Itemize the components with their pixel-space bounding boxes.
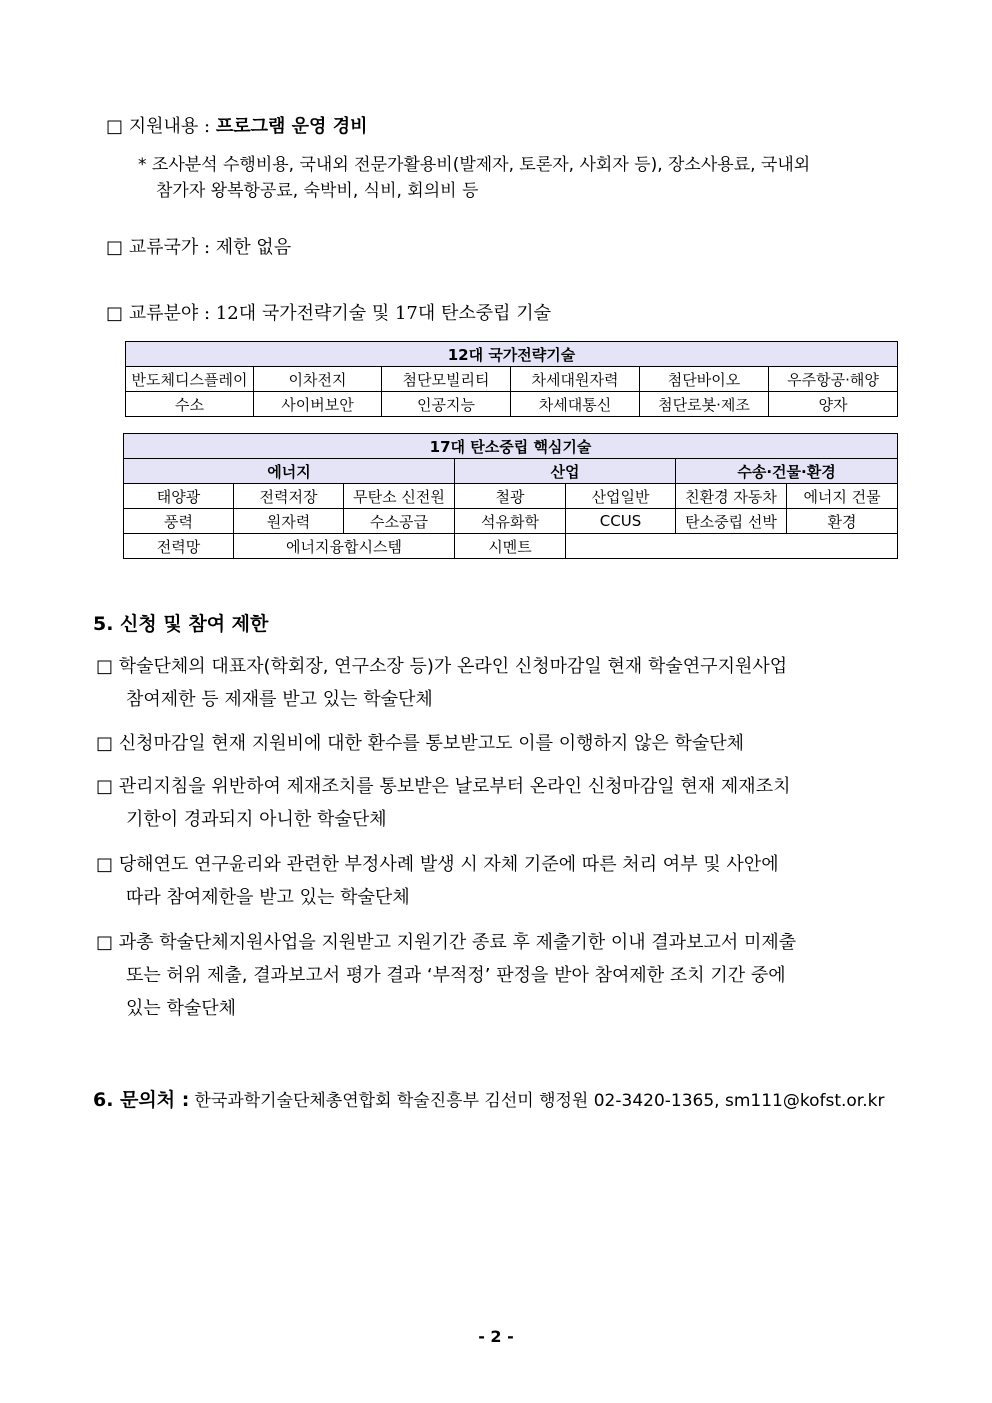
carbon-neutral-table — [123, 433, 898, 559]
restriction-item-3 — [96, 770, 896, 836]
table-cell: 에너지융합시스템 — [234, 534, 455, 559]
table-cell: 인공지능 — [382, 392, 511, 417]
table-cell: 태양광 — [124, 484, 234, 509]
table-row — [124, 484, 898, 509]
table-cell: 에너지 건물 — [787, 484, 898, 509]
table-cell: 탄소중립 선박 — [676, 509, 787, 534]
table-cell: 우주항공·해양 — [769, 367, 898, 392]
table-cell: 원자력 — [234, 509, 344, 534]
checkbox-icon: □ — [106, 116, 124, 137]
restriction-line: 참여제한 등 제재를 받고 있는 학술단체 — [126, 689, 433, 710]
table-group-row — [124, 459, 898, 484]
restriction-item-4 — [96, 848, 896, 914]
table-cell: 시멘트 — [455, 534, 566, 559]
restriction-item-2 — [96, 727, 896, 760]
page-number: - 2 - — [478, 1327, 514, 1346]
restriction-item-1 — [96, 650, 896, 716]
table-row — [124, 509, 898, 534]
table-cell: 전력저장 — [234, 484, 344, 509]
country-text: 교류국가 : 제한 없음 — [128, 237, 292, 258]
contact-line — [93, 1085, 884, 1112]
strategic-tech-table — [125, 341, 898, 417]
section5-title: 5. 신청 및 참여 제한 — [93, 613, 269, 635]
support-value: 프로그램 운영 경비 — [215, 116, 368, 137]
restriction-line: □ 과총 학술단체지원사업을 지원받고 지원기간 종료 후 제출기한 이내 결과보고서 미제출 — [96, 932, 797, 953]
table-cell: 무탄소 신전원 — [344, 484, 455, 509]
table-cell: 첨단로봇·제조 — [640, 392, 769, 417]
field-line — [106, 299, 551, 325]
table-cell: 철광 — [455, 484, 566, 509]
table-cell: 차세대통신 — [511, 392, 640, 417]
table-cell: 산업일반 — [566, 484, 676, 509]
table-cell: CCUS — [566, 509, 676, 534]
support-note-line1: * 조사분석 수행비용, 국내외 전문가활용비(발제자, 토론자, 사회자 등), 장소사용료, 국내외 — [138, 155, 811, 175]
group-transport: 수송·건물·환경 — [676, 459, 898, 484]
restriction-line: □ 신청마감일 현재 지원비에 대한 환수를 통보받고도 이를 이행하지 않은 학술단체 — [96, 733, 745, 754]
table-row — [126, 392, 898, 417]
country-line — [106, 233, 291, 259]
contact-info: 한국과학기술단체총연합회 학술진흥부 김선미 행정원 02-3420-1365, sm111@kofst.or.kr — [194, 1091, 885, 1111]
table-cell-empty — [566, 534, 898, 559]
table17-title: 17대 탄소중립 핵심기술 — [124, 434, 898, 459]
checkbox-icon: □ — [106, 303, 124, 324]
table-cell: 풍력 — [124, 509, 234, 534]
support-label: 지원내용 : — [128, 116, 211, 137]
group-industry: 산업 — [455, 459, 676, 484]
table-cell: 석유화학 — [455, 509, 566, 534]
field-text: 교류분야 : 12대 국가전략기술 및 17대 탄소중립 기술 — [128, 303, 552, 324]
table-cell: 전력망 — [124, 534, 234, 559]
group-energy: 에너지 — [124, 459, 455, 484]
restriction-line: 또는 허위 제출, 결과보고서 평가 결과 ‘부적정’ 판정을 받아 참여제한 조치 기간 중에 — [126, 965, 786, 986]
table-cell: 친환경 자동차 — [676, 484, 787, 509]
table-cell: 사이버보안 — [254, 392, 382, 417]
table-cell: 차세대원자력 — [511, 367, 640, 392]
table-cell: 첨단모빌리티 — [382, 367, 511, 392]
table-row — [124, 534, 898, 559]
table-cell: 수소공급 — [344, 509, 455, 534]
table-cell: 수소 — [126, 392, 254, 417]
support-line — [106, 112, 367, 138]
table-cell: 반도체디스플레이 — [126, 367, 254, 392]
table12-title: 12대 국가전략기술 — [126, 342, 898, 367]
restriction-line: 기한이 경과되지 아니한 학술단체 — [126, 809, 387, 830]
checkbox-icon: □ — [106, 237, 124, 258]
table-cell: 양자 — [769, 392, 898, 417]
restriction-line: □ 관리지침을 위반하여 제재조치를 통보받은 날로부터 온라인 신청마감일 현재 제재조치 — [96, 776, 791, 797]
table-cell: 첨단바이오 — [640, 367, 769, 392]
table-cell: 이차전지 — [254, 367, 382, 392]
restriction-line: 있는 학술단체 — [126, 998, 237, 1019]
restriction-line: □ 학술단체의 대표자(학회장, 연구소장 등)가 온라인 신청마감일 현재 학술연구지원사업 — [96, 656, 788, 677]
table-row — [126, 367, 898, 392]
restriction-line: □ 당해연도 연구윤리와 관련한 부정사례 발생 시 자체 기준에 따른 처리 여부 및 사안에 — [96, 854, 779, 875]
support-note-line2: 참가자 왕복항공료, 숙박비, 식비, 회의비 등 — [156, 181, 479, 201]
restriction-line: 따라 참여제한을 받고 있는 학술단체 — [126, 887, 410, 908]
section6-title: 6. 문의처 : — [93, 1089, 190, 1111]
table-cell: 환경 — [787, 509, 898, 534]
restriction-item-5 — [96, 926, 896, 1025]
